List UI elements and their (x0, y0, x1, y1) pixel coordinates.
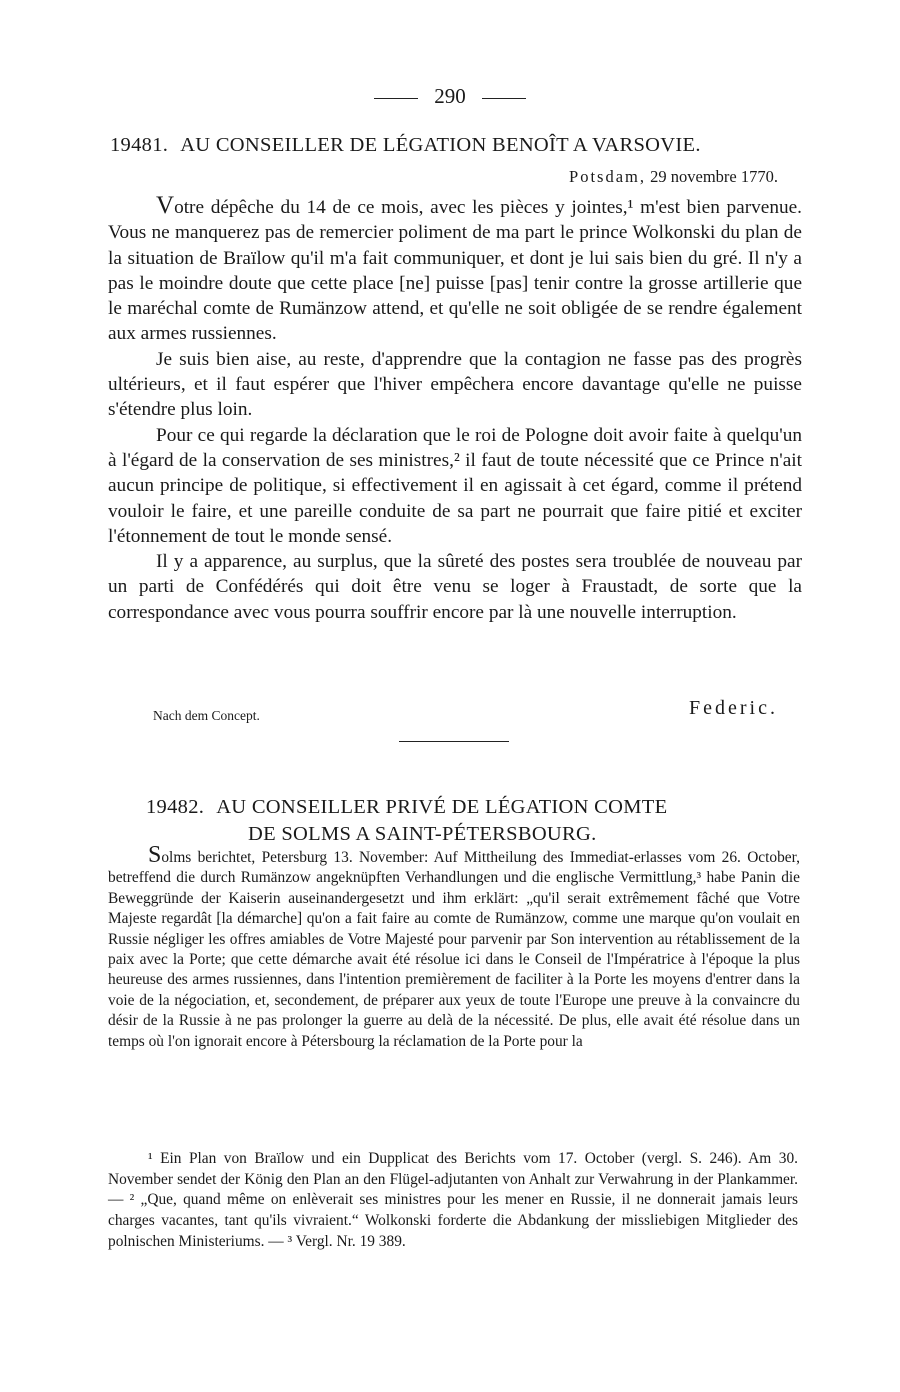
letter-number: 19481. (110, 134, 169, 156)
footnotes (108, 1149, 798, 1253)
letter2-title-line1: AU CONSEILLER PRIVÉ DE LÉGATION COMTE (216, 796, 668, 818)
source-note: Nach dem Concept. (153, 708, 260, 723)
letter-body (108, 193, 802, 625)
page-header (0, 84, 900, 109)
letter-date: 29 novembre 1770. (650, 167, 778, 186)
letter-paragraph: Il y a apparence, au surplus, que la sûreté des postes sera troublée de nouveau par un parti de Confédérés qui doit être venu se loger à Fraustadt, de sorte que la correspondance avec vous pourra souffrir encore par là une nouvelle interruption. (108, 551, 802, 623)
header-rule-right (482, 98, 526, 99)
letter-title: AU CONSEILLER DE LÉGATION BENOÎT A VARSOVIE. (180, 134, 701, 156)
letter-dateline (569, 167, 778, 187)
section-divider (399, 741, 509, 742)
letter-paragraph: Pour ce qui regarde la déclaration que le roi de Pologne doit avoir faite à quelqu'un à l'égard de la conservation de ses ministres,² il faut de toute nécessité que ce Prince n'ait aucun principe de politique, si effectivement il en agissait à cet égard, comme il prétend vouloir le faire, et une pareille conduite de sa part ne pourrait que faire pitié et exciter l'étonnement de tout le monde sensé. (108, 424, 802, 547)
letter2-summary (108, 842, 800, 1052)
footnote-text: ¹ Ein Plan von Braïlow und ein Dupplicat des Berichts vom 17. October (vergl. S. 246). Am 30. November sendet der König den Plan an den Flügel-adjutanten von Anhalt zur Verwahrung in der Plankammer. — ² „Que, quand même on enlèverait ses ministres pour les mener en Russie, il ne donnerait jamais leurs charges vacantes, tant qu'ils vivraient.“ Wolkonski forderte die Abdankung der missliebigen Mitglieder des polnischen Ministeriums. — ³ Vergl. Nr. 19 389. (108, 1150, 798, 1250)
page-number: 290 (434, 84, 466, 108)
letter2-number: 19482. (146, 796, 205, 818)
letter-paragraph: Votre dépêche du 14 de ce mois, avec les pièces y jointes,¹ m'est bien parvenue. Vous ne manquerez pas de remercier poliment de ma part le prince Wolkonski du plan de la situation de Braïlow qu'il m'a fait communiquer, et dont je lui sais bien du gré. Il n'y a pas le moindre doute que cette place [ne] puisse [pas] tenir contre la grosse artillerie que le maréchal comte de Rumänzow attend, et qu'elle ne soit obligée de se rendre également aux armes russiennes. (108, 192, 802, 345)
summary-paragraph: Solms berichtet, Petersburg 13. November: Auf Mittheilung des Immediat-erlasses vom 26. October, betreffend die durch Rumänzow angeknüpften Verhandlungen und die englische Vermittlung,³ habe Panin die Beweggründe der Kaiserin auseinandergesetzt und ihm erklärt: „qu'il serait extrêmement fâché que Votre Majeste regardât [la démarche] qu'on a fait faire au comte de Rumänzow, comme une marque qu'on voulait en Russie négliger les offres amiables de Votre Majesté pour parvenir par Son intervention au rétablissement de la paix avec la Porte; que cette démarche avait été résolue ici dans le Conseil de l'Impératrice à l'époque la plus heureuse des armes russiennes, dans l'intention premièrement de faciliter à la Porte les moyens d'entrer dans la voie de la négociation, et, secondement, de préparer aux yeux de toute l'Europe une preuve à la convaincre du désir de la Russie à ne pas prolonger la guerre au delà de la nécessité. De plus, elle avait été résolue dans un temps où l'on ignorait encore à Pétersbourg la réclamation de la Porte pour la (108, 842, 800, 1050)
letter2-title-line2: DE SOLMS A SAINT-PÉTERSBOURG. (248, 823, 597, 845)
header-rule-left (374, 98, 418, 99)
letter-paragraph: Je suis bien aise, au reste, d'apprendre que la contagion ne fasse pas des progrès ultérieurs, et il faut espérer que l'hiver empêchera encore davantage qu'elle ne puisse s'étendre plus loin. (108, 348, 802, 421)
letter-heading (110, 134, 810, 157)
letter-place: Potsdam, (569, 167, 647, 186)
signature: Federic. (689, 697, 778, 719)
letter2-heading (146, 794, 667, 848)
